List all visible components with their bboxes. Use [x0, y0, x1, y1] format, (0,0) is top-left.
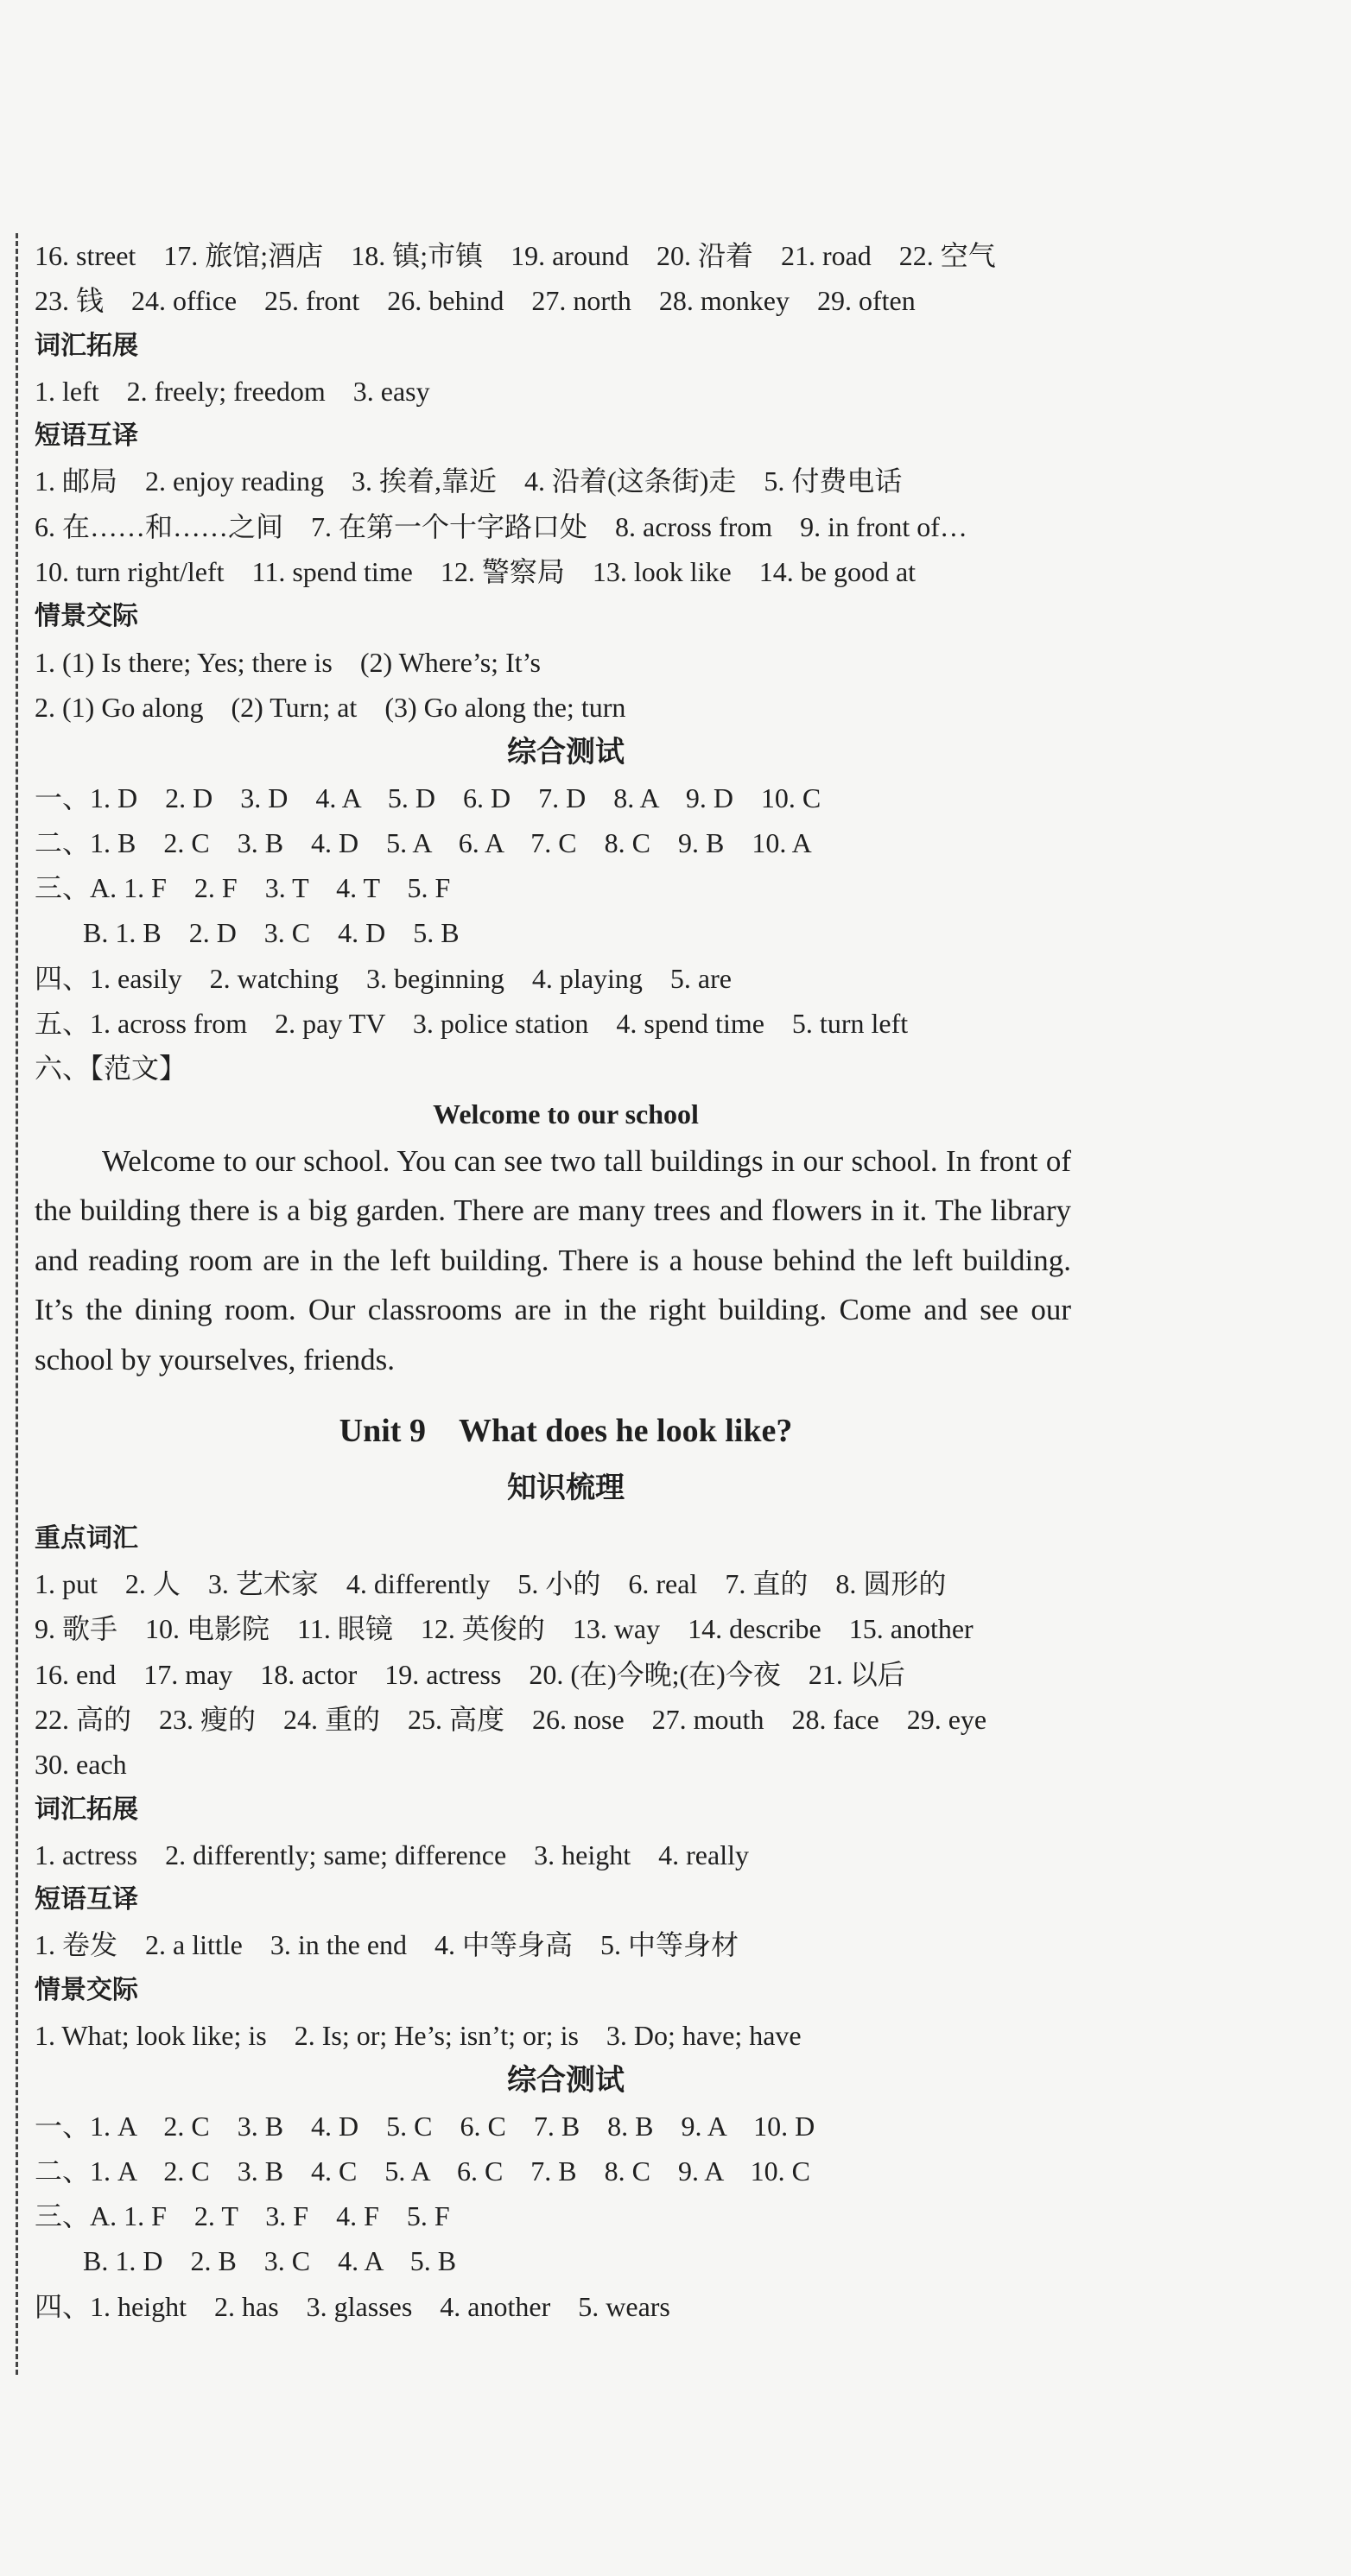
test-line: 三、A. 1. F 2. T 3. F 4. F 5. F [35, 2200, 450, 2232]
test-title: 综合测试 [507, 735, 625, 770]
binding-margin-dashes [16, 233, 18, 2375]
vocab-line: 16. street 17. 旅馆;酒店 18. 镇;市镇 19. around 20. 沿着 21. road 22. 空气 [35, 240, 996, 271]
vocab-line: 16. end 17. may 18. actor 19. actress 20. (在)今晚;(在)今夜 21. 以后 [35, 1658, 905, 1690]
test-line: 六、【范文】 [35, 1053, 187, 1085]
phrase-line: 6. 在……和……之间 7. 在第一个十字路口处 8. across from 9. in front of… [35, 510, 967, 542]
vocab-line: 22. 高的 23. 瘦的 24. 重的 25. 高度 26. nose 27. mouth 28. face 29. eye [35, 1703, 987, 1735]
section-heading: 短语互译 [35, 1884, 138, 1915]
test-line: 四、1. easily 2. watching 3. beginning 4. playing 5. are [35, 962, 732, 994]
test-line: 四、1. height 2. has 3. glasses 4. another 5. wears [35, 2290, 670, 2322]
knowledge-title: 知识梳理 [507, 1471, 625, 1506]
section-heading: 词汇拓展 [35, 1794, 138, 1825]
section-heading: 短语互译 [35, 421, 138, 452]
test-line: 一、1. D 2. D 3. D 4. A 5. D 6. D 7. D 8. A 9. D 10. C [35, 782, 821, 813]
vocab-line: 1. put 2. 人 3. 艺术家 4. differently 5. 小的 6. real 7. 直的 8. 圆形的 [35, 1568, 947, 1600]
test-line: B. 1. D 2. B 3. C 4. A 5. B [83, 2245, 457, 2277]
test-line: 一、1. A 2. C 3. B 4. D 5. C 6. C 7. B 8. B 9. A 10. D [35, 2110, 815, 2142]
vocab-line: 9. 歌手 10. 电影院 11. 眼镜 12. 英俊的 13. way 14. describe 15. another [35, 1613, 974, 1645]
section-heading: 词汇拓展 [35, 330, 138, 361]
answer-content [35, 233, 1097, 2329]
test-line: 三、A. 1. F 2. F 3. T 4. T 5. F [35, 872, 451, 904]
essay-title: Welcome to our school [433, 1098, 699, 1130]
test-line: 二、1. A 2. C 3. B 4. C 5. A 6. C 7. B 8. C 9. A 10. C [35, 2155, 810, 2187]
test-line: 五、1. across from 2. pay TV 3. police station 4. spend time 5. turn left [35, 1008, 909, 1040]
section-heading: 重点词汇 [35, 1522, 138, 1554]
section-heading: 情景交际 [35, 601, 138, 632]
vocab-ext-line: 1. actress 2. differently; same; difference 3. height 4. really [35, 1839, 749, 1870]
situation-line: 1. What; look like; is 2. Is; or; He’s; isn’t; or; is 3. Do; have; have [35, 2020, 802, 2051]
vocab-line: 23. 钱 24. office 25. front 26. behind 27. north 28. monkey 29. often [35, 285, 916, 317]
unit-title: Unit 9 What does he look like? [339, 1413, 793, 1450]
phrase-line: 1. 邮局 2. enjoy reading 3. 挨着,靠近 4. 沿着(这条街)走 5. 付费电话 [35, 465, 903, 497]
essay-body: Welcome to our school. You can see two tall buildings in our school. In front of the building there is a big garden. There are many trees and flowers in it. The library and reading room are in the left building. There is a house behind the left building. It’s the dining room. Our classrooms are in the right building. Come and see our school by yourselves, friends. [35, 1143, 1071, 1377]
situation-line: 2. (1) Go along (2) Turn; at (3) Go along the; turn [35, 691, 626, 723]
situation-line: 1. (1) Is there; Yes; there is (2) Where’s; It’s [35, 646, 541, 678]
test-line: B. 1. B 2. D 3. C 4. D 5. B [83, 917, 460, 949]
vocab-ext-line: 1. left 2. freely; freedom 3. easy [35, 375, 430, 407]
phrase-line: 10. turn right/left 11. spend time 12. 警察局 13. look like 14. be good at [35, 556, 917, 588]
test-line: 二、1. B 2. C 3. B 4. D 5. A 6. A 7. C 8. C 9. B 10. A [35, 826, 812, 858]
phrase-line: 1. 卷发 2. a little 3. in the end 4. 中等身高 5. 中等身材 [35, 1929, 739, 1961]
section-heading: 情景交际 [35, 1974, 138, 2005]
vocab-line: 30. each [35, 1749, 127, 1781]
test-title: 综合测试 [507, 2063, 625, 2098]
